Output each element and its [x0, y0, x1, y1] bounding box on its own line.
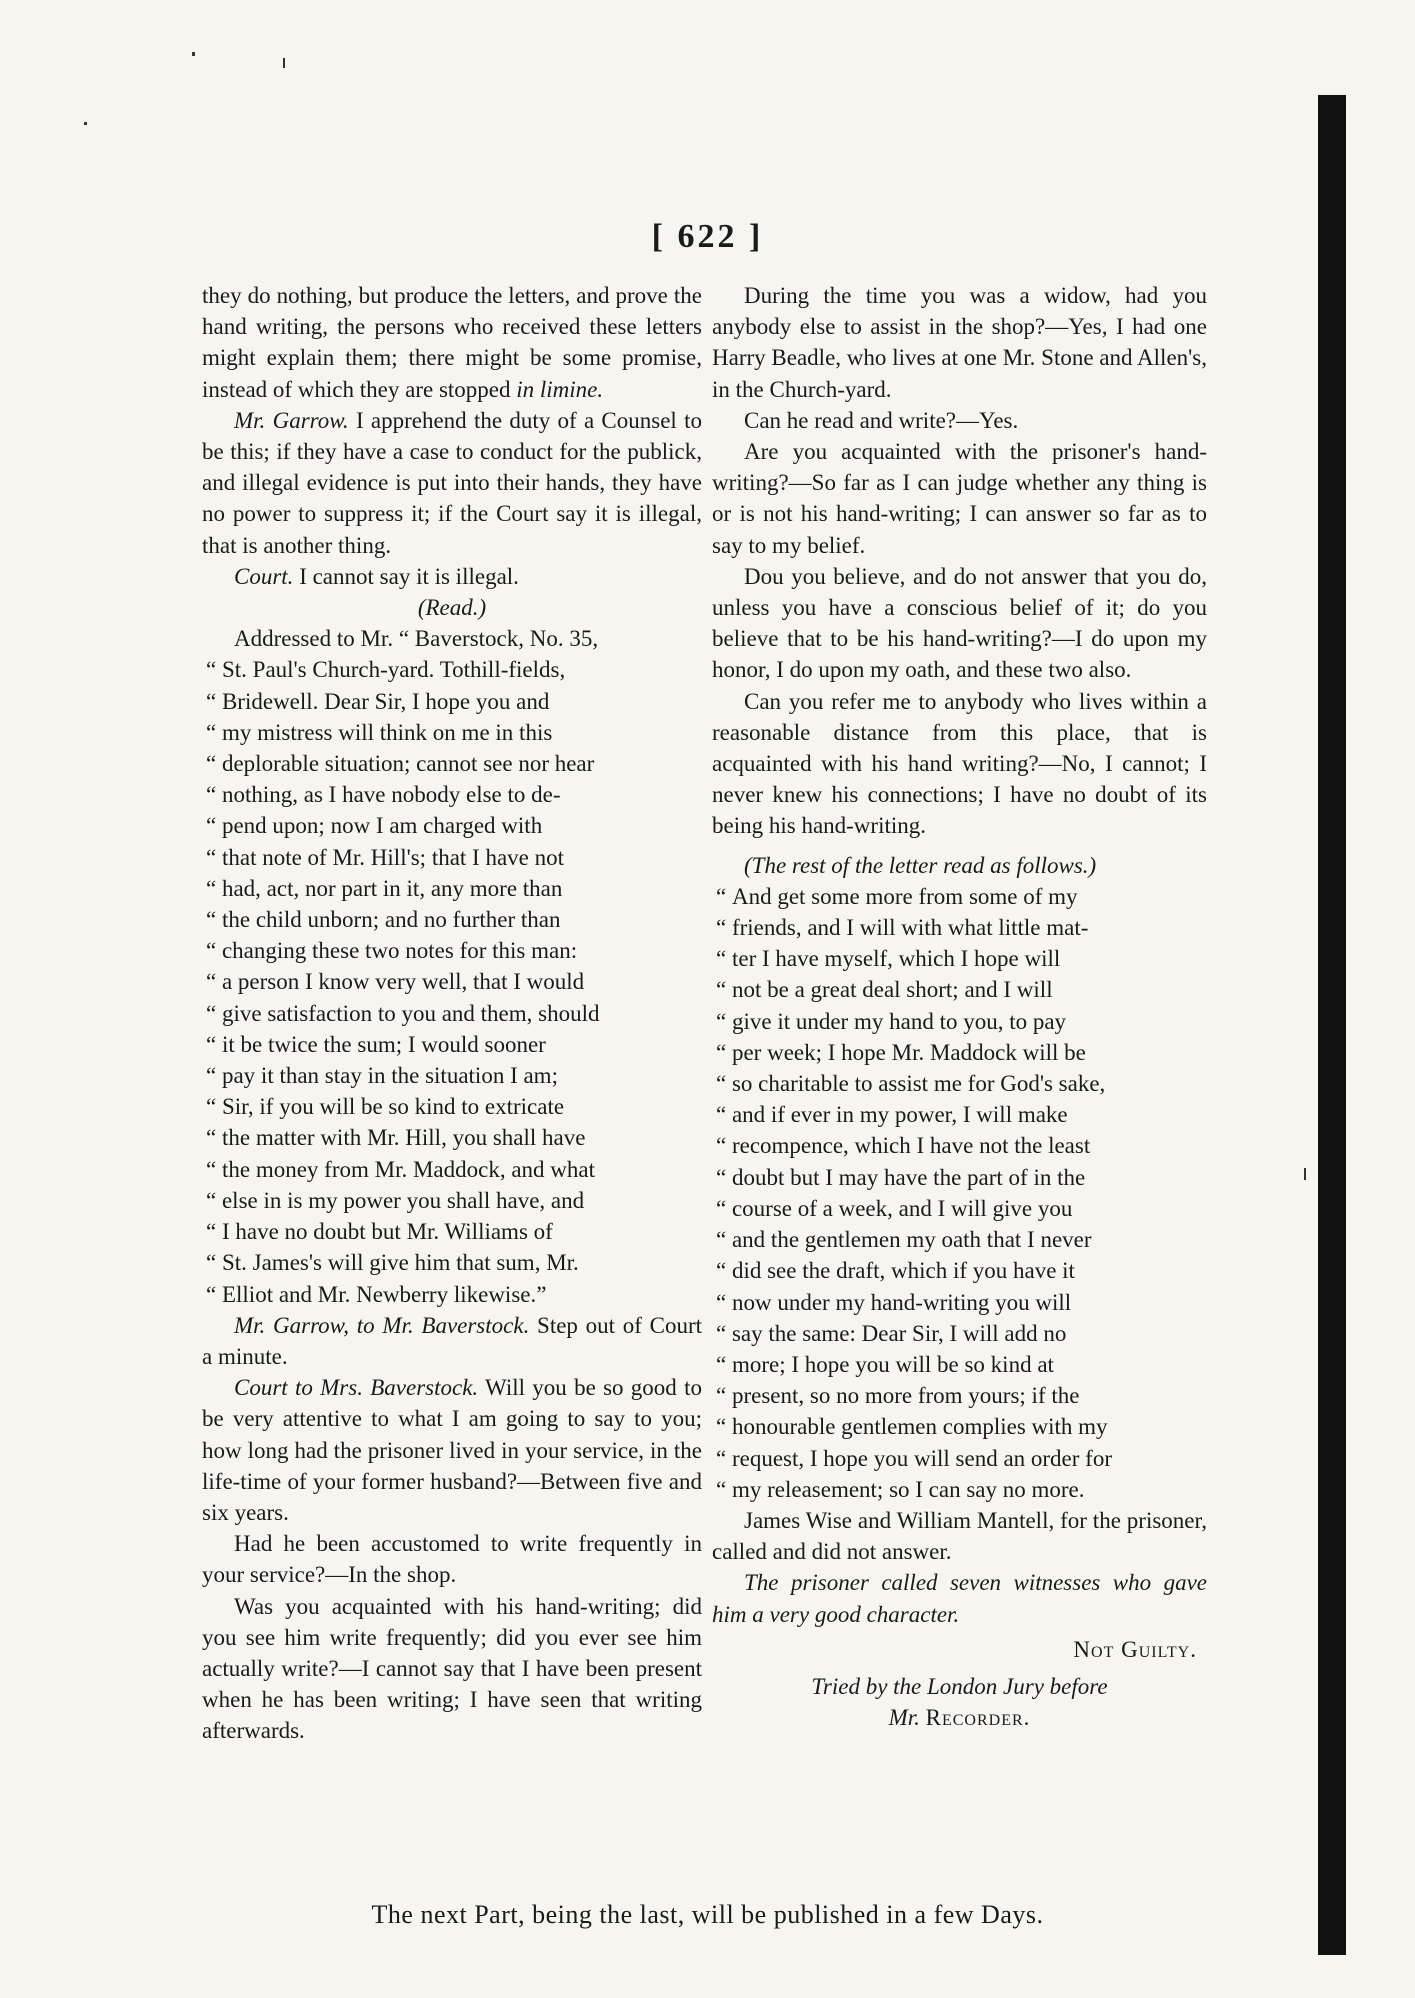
- letter-line: “ request, I hope you will send an order for: [716, 1443, 1207, 1474]
- letter-line: “ Sir, if you will be so kind to extricate: [206, 1091, 702, 1122]
- letter-quote-left: [202, 654, 702, 1309]
- letter-line: “ that note of Mr. Hill's; that I have not: [206, 842, 702, 873]
- italic-phrase: in limine.: [516, 376, 604, 402]
- letter-line: “ St. Paul's Church-yard. Tothill-fields,: [206, 654, 702, 685]
- letter-line: “ per week; I hope Mr. Maddock will be: [716, 1037, 1207, 1068]
- paragraph: During the time you was a widow, had you anybody else to assist in the shop?—Yes, I had one Harry Beadle, who lives at one Mr. Stone and Allen's, in the Church-yard.: [712, 283, 1207, 402]
- letter-line: “ course of a week, and I will give you: [716, 1193, 1207, 1224]
- letter-line: “ And get some more from some of my: [716, 881, 1207, 912]
- letter-line: “ I have no doubt but Mr. Williams of: [206, 1216, 702, 1247]
- paragraph: Was you acquainted with his hand-writing; did you see him write frequently; did you ever see him actually write?—I cannot say that I have been present when he has been writing; I have seen that writing afterwards.: [202, 1593, 702, 1744]
- speaker-name: Court to Mrs. Baverstock.: [234, 1375, 479, 1401]
- paragraph-text: Will you be so good to be very attentive to what I am going to say to you; how long had the prisoner lived in your service, in the life-time of your former husband?—Between five and six years.: [202, 1375, 702, 1525]
- paragraph-text: I apprehend the duty of a Counsel to be this; if they have a case to conduct for the publick, and illegal evidence is put into their hands, they have no power to suppress it; if the Court say it is illegal, that is another thing.: [202, 407, 702, 558]
- letter-line: “ had, act, nor part in it, any more than: [206, 873, 702, 904]
- speck: [192, 52, 195, 56]
- letter-line: “ Elliot and Mr. Newberry likewise.”: [206, 1279, 702, 1310]
- letter-line: “ St. James's will give him that sum, Mr.: [206, 1247, 702, 1278]
- letter-line: “ and the gentlemen my oath that I never: [716, 1224, 1207, 1255]
- paragraph: The prisoner called seven witnesses who gave him a very good character.: [712, 1570, 1207, 1627]
- paragraph: [202, 280, 702, 405]
- paragraph: Can he read and write?—Yes.: [744, 407, 1019, 433]
- letter-line: “ a person I know very well, that I would: [206, 966, 702, 997]
- letter-line: “ honourable gentlemen complies with my: [716, 1411, 1207, 1442]
- recorder-title: Mr.: [888, 1705, 920, 1731]
- letter-line: “ so charitable to assist me for God's sake,: [716, 1068, 1207, 1099]
- letter-line: “ the matter with Mr. Hill, you shall have: [206, 1122, 702, 1153]
- letter-line: “ present, so no more from yours; if the: [716, 1380, 1207, 1411]
- letter-line: “ doubt but I may have the part of in the: [716, 1162, 1207, 1193]
- paragraph: Can you refer me to anybody who lives within a reasonable distance from this place, that is acquainted with his hand writing?—No, I cannot; I never knew his connections; I have no doubt of its being his hand-writing.: [712, 688, 1207, 839]
- page-number: [ 622 ]: [651, 218, 764, 255]
- letter-line: “ recompence, which I have not the least: [716, 1130, 1207, 1161]
- read-heading: (Read.): [417, 595, 487, 621]
- letter-line: “ the money from Mr. Maddock, and what: [206, 1154, 702, 1185]
- paragraph: Are you acquainted with the prisoner's hand-writing?—So far as I can judge whether any thing is or is not his hand-writing; I can answer so far as to say to my belief.: [712, 439, 1207, 558]
- letter-line: “ deplorable situation; cannot see nor hear: [206, 748, 702, 779]
- letter-line: “ my mistress will think on me in this: [206, 717, 702, 748]
- speck: [84, 122, 87, 125]
- paragraph: [202, 1310, 702, 1372]
- speck: [283, 58, 285, 68]
- speaker-name: Mr. Garrow.: [234, 407, 349, 433]
- paragraph-text: they do nothing, but produce the letters, and prove the hand writing, the persons who received these letters might explain them; there might be some promise, instead of which they are stopped: [202, 283, 702, 402]
- verdict: Not Guilty.: [1073, 1636, 1197, 1662]
- paragraph: James Wise and William Mantell, for the prisoner, called and did not answer.: [712, 1507, 1207, 1565]
- rest-heading: (The rest of the letter read as follows.): [744, 852, 1097, 878]
- paragraph: [202, 1372, 702, 1528]
- letter-line: “ nothing, as I have nobody else to de-: [206, 779, 702, 810]
- letter-line: “ friends, and I will with what little mat-: [716, 912, 1207, 943]
- speck: [1304, 1168, 1306, 1180]
- paragraph-text: I cannot say it is illegal.: [299, 563, 519, 589]
- letter-line: “ changing these two notes for this man:: [206, 935, 702, 966]
- speaker-name: Mr. Garrow, to Mr. Baverstock.: [234, 1312, 530, 1338]
- speaker-name: Court.: [234, 563, 294, 589]
- letter-line: “ did see the draft, which if you have it: [716, 1255, 1207, 1286]
- right-column: [712, 280, 1207, 1733]
- left-column: [202, 280, 702, 1747]
- letter-line: “ give it under my hand to you, to pay: [716, 1006, 1207, 1037]
- letter-line: “ Bridewell. Dear Sir, I hope you and: [206, 686, 702, 717]
- paragraph-text: Step out of Court a minute.: [202, 1312, 703, 1369]
- page-edge-shadow: [1318, 95, 1346, 1955]
- letter-line: “ now under my hand-writing you will: [716, 1287, 1207, 1318]
- letter-line: “ the child unborn; and no further than: [206, 904, 702, 935]
- paragraph: Dou you believe, and do not answer that you do, unless you have a conscious belief of it; do you believe that to be his hand-writing?—I do upon my honor, I do upon my oath, and these two also.: [712, 563, 1207, 683]
- recorder-line: [712, 1702, 1207, 1733]
- letter-line: “ not be a great deal short; and I will: [716, 974, 1207, 1005]
- letter-line: “ more; I hope you will be so kind at: [716, 1349, 1207, 1380]
- letter-address: Addressed to Mr. “ Baverstock, No. 35,: [234, 626, 599, 652]
- recorder-name: Recorder.: [925, 1705, 1031, 1731]
- letter-line: “ say the same: Dear Sir, I will add no: [716, 1318, 1207, 1349]
- paragraph: [202, 561, 702, 592]
- letter-line: “ pend upon; now I am charged with: [206, 810, 702, 841]
- footer-notice: The next Part, being the last, will be published in a few Days.: [371, 1900, 1044, 1929]
- letter-quote-right: [712, 881, 1207, 1505]
- letter-line: “ ter I have myself, which I hope will: [716, 943, 1207, 974]
- letter-line: “ else in is my power you shall have, and: [206, 1185, 702, 1216]
- letter-line: “ and if ever in my power, I will make: [716, 1099, 1207, 1130]
- letter-line: “ pay it than stay in the situation I am;: [206, 1060, 702, 1091]
- paragraph: Had he been accustomed to write frequently in your service?—In the shop.: [202, 1531, 702, 1588]
- letter-line: “ it be twice the sum; I would sooner: [206, 1029, 702, 1060]
- letter-line: “ give satisfaction to you and them, should: [206, 998, 702, 1029]
- paragraph: [202, 405, 702, 561]
- letter-line: “ my releasement; so I can say no more.: [716, 1474, 1207, 1505]
- tried-by-line: Tried by the London Jury before: [811, 1673, 1108, 1699]
